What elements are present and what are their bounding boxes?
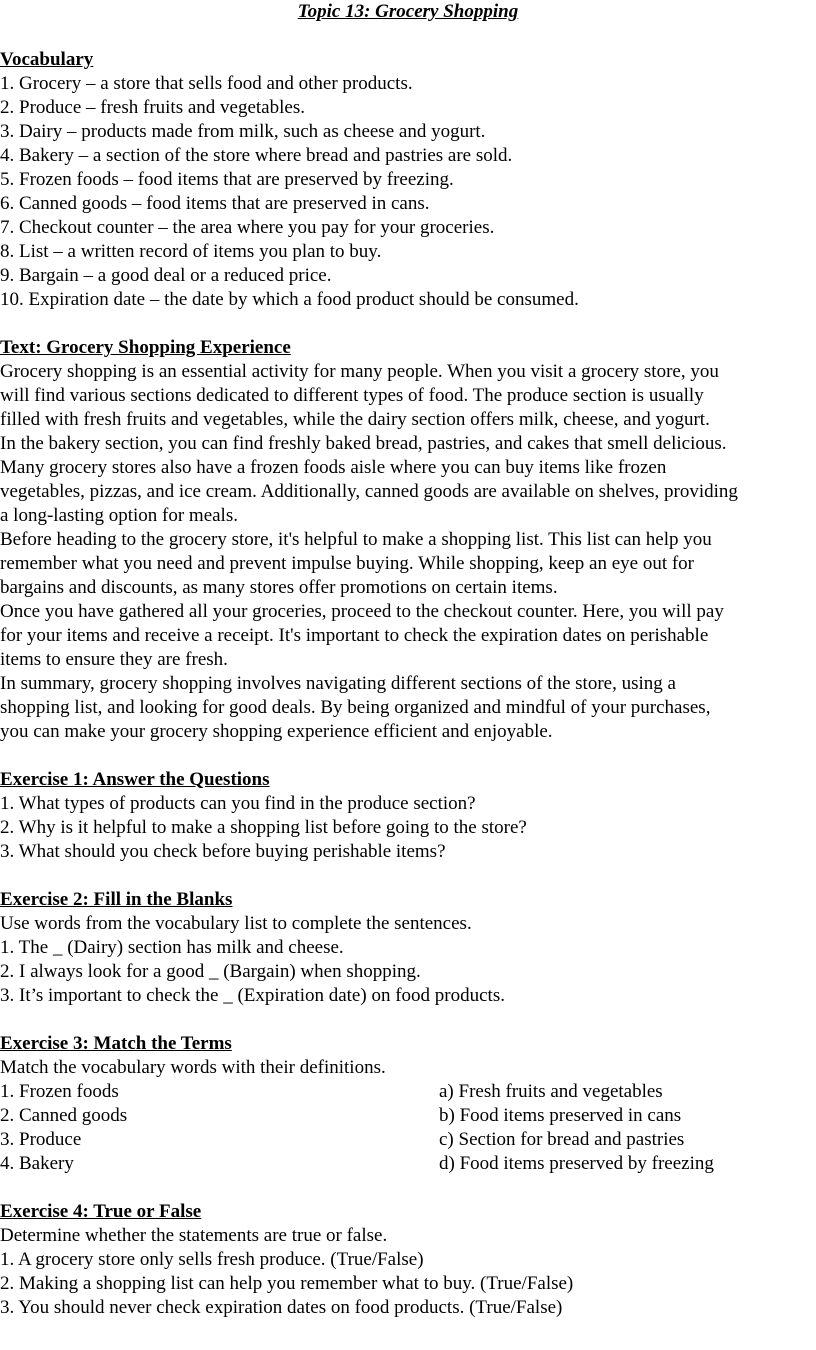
spacer [0,312,816,336]
vocabulary-item: 6. Canned goods – food items that are preserved in cans. [0,193,430,214]
text-heading: Text: Grocery Shopping Experience [0,337,291,358]
exercise3-instruction: Match the vocabulary words with their definitions. [0,1057,386,1078]
exercise4-heading: Exercise 4: True or False [0,1201,202,1222]
exercise2-sentence: 2. I always look for a good _ (Bargain) when shopping. [0,961,421,982]
text-line: In the bakery section, you can find freshly baked bread, pastries, and cakes that smell delicious. [0,433,727,454]
vocabulary-item: 10. Expiration date – the date by which a food product should be consumed. [0,289,579,310]
spacer [0,1008,816,1032]
vocabulary-item: 9. Bargain – a good deal or a reduced price. [0,265,332,286]
text-line: Many grocery stores also have a frozen foods aisle where you can buy items like frozen [0,457,667,478]
exercise1-question: 1. What types of products can you find in the produce section? [0,793,476,814]
vocabulary-item: 5. Frozen foods – food items that are preserved by freezing. [0,169,454,190]
match-row [0,1080,816,1104]
match-term: 1. Frozen foods [0,1081,119,1102]
text-line: items to ensure they are fresh. [0,649,228,670]
spacer [0,1176,816,1200]
match-term: 2. Canned goods [0,1105,128,1126]
vocabulary-item: 4. Bakery – a section of the store where bread and pastries are sold. [0,145,513,166]
exercise1-question: 3. What should you check before buying perishable items? [0,841,446,862]
match-definition: c) Section for bread and pastries [439,1129,685,1150]
vocabulary-item: 7. Checkout counter – the area where you pay for your groceries. [0,217,495,238]
exercise4-instruction: Determine whether the statements are true or false. [0,1225,388,1246]
vocabulary-item: 3. Dairy – products made from milk, such as cheese and yogurt. [0,121,486,142]
exercise1-question: 2. Why is it helpful to make a shopping list before going to the store? [0,817,527,838]
match-row [0,1152,816,1176]
vocabulary-item: 2. Produce – fresh fruits and vegetables. [0,97,305,118]
text-line: shopping list, and looking for good deals. By being organized and mindful of your purchases, [0,697,711,718]
exercise4-statement: 2. Making a shopping list can help you remember what to buy. (True/False) [0,1273,574,1294]
text-line: for your items and receive a receipt. It's important to check the expiration dates on perishable [0,625,709,646]
text-line: you can make your grocery shopping experience efficient and enjoyable. [0,721,553,742]
text-line: Before heading to the grocery store, it's helpful to make a shopping list. This list can help you [0,529,712,550]
match-row [0,1104,816,1128]
text-line: Grocery shopping is an essential activity for many people. When you visit a grocery store, you [0,361,719,382]
text-line: a long-lasting option for meals. [0,505,238,526]
match-definition: d) Food items preserved by freezing [439,1153,714,1174]
exercise4-statement: 3. You should never check expiration dates on food products. (True/False) [0,1297,563,1318]
spacer [0,24,816,48]
match-row [0,1128,816,1152]
text-line: In summary, grocery shopping involves navigating different sections of the store, using a [0,673,676,694]
exercise2-sentence: 3. It’s important to check the _ (Expiration date) on food products. [0,985,505,1006]
text-line: bargains and discounts, as many stores offer promotions on certain items. [0,577,558,598]
spacer [0,744,816,768]
exercise2-sentence: 1. The _ (Dairy) section has milk and cheese. [0,937,344,958]
match-term: 4. Bakery [0,1153,74,1174]
vocabulary-item: 8. List – a written record of items you plan to buy. [0,241,382,262]
text-line: remember what you need and prevent impulse buying. While shopping, keep an eye out for [0,553,695,574]
match-definition: a) Fresh fruits and vegetables [439,1081,663,1102]
text-line: will find various sections dedicated to different types of food. The produce section is usually [0,385,704,406]
spacer [0,864,816,888]
match-term: 3. Produce [0,1129,82,1150]
match-definition: b) Food items preserved in cans [439,1105,682,1126]
exercise1-heading: Exercise 1: Answer the Questions [0,769,270,790]
exercise2-instruction: Use words from the vocabulary list to complete the sentences. [0,913,472,934]
vocabulary-item: 1. Grocery – a store that sells food and other products. [0,73,413,94]
vocabulary-heading: Vocabulary [0,49,94,70]
exercise2-heading: Exercise 2: Fill in the Blanks [0,889,233,910]
page-title: Topic 13: Grocery Shopping [297,1,519,22]
exercise4-statement: 1. A grocery store only sells fresh produce. (True/False) [0,1249,424,1270]
text-line: filled with fresh fruits and vegetables, while the dairy section offers milk, cheese, and yogurt. [0,409,710,430]
text-line: Once you have gathered all your groceries, proceed to the checkout counter. Here, you will pay [0,601,724,622]
text-line: vegetables, pizzas, and ice cream. Additionally, canned goods are available on shelves, providing [0,481,738,502]
exercise3-heading: Exercise 3: Match the Terms [0,1033,232,1054]
